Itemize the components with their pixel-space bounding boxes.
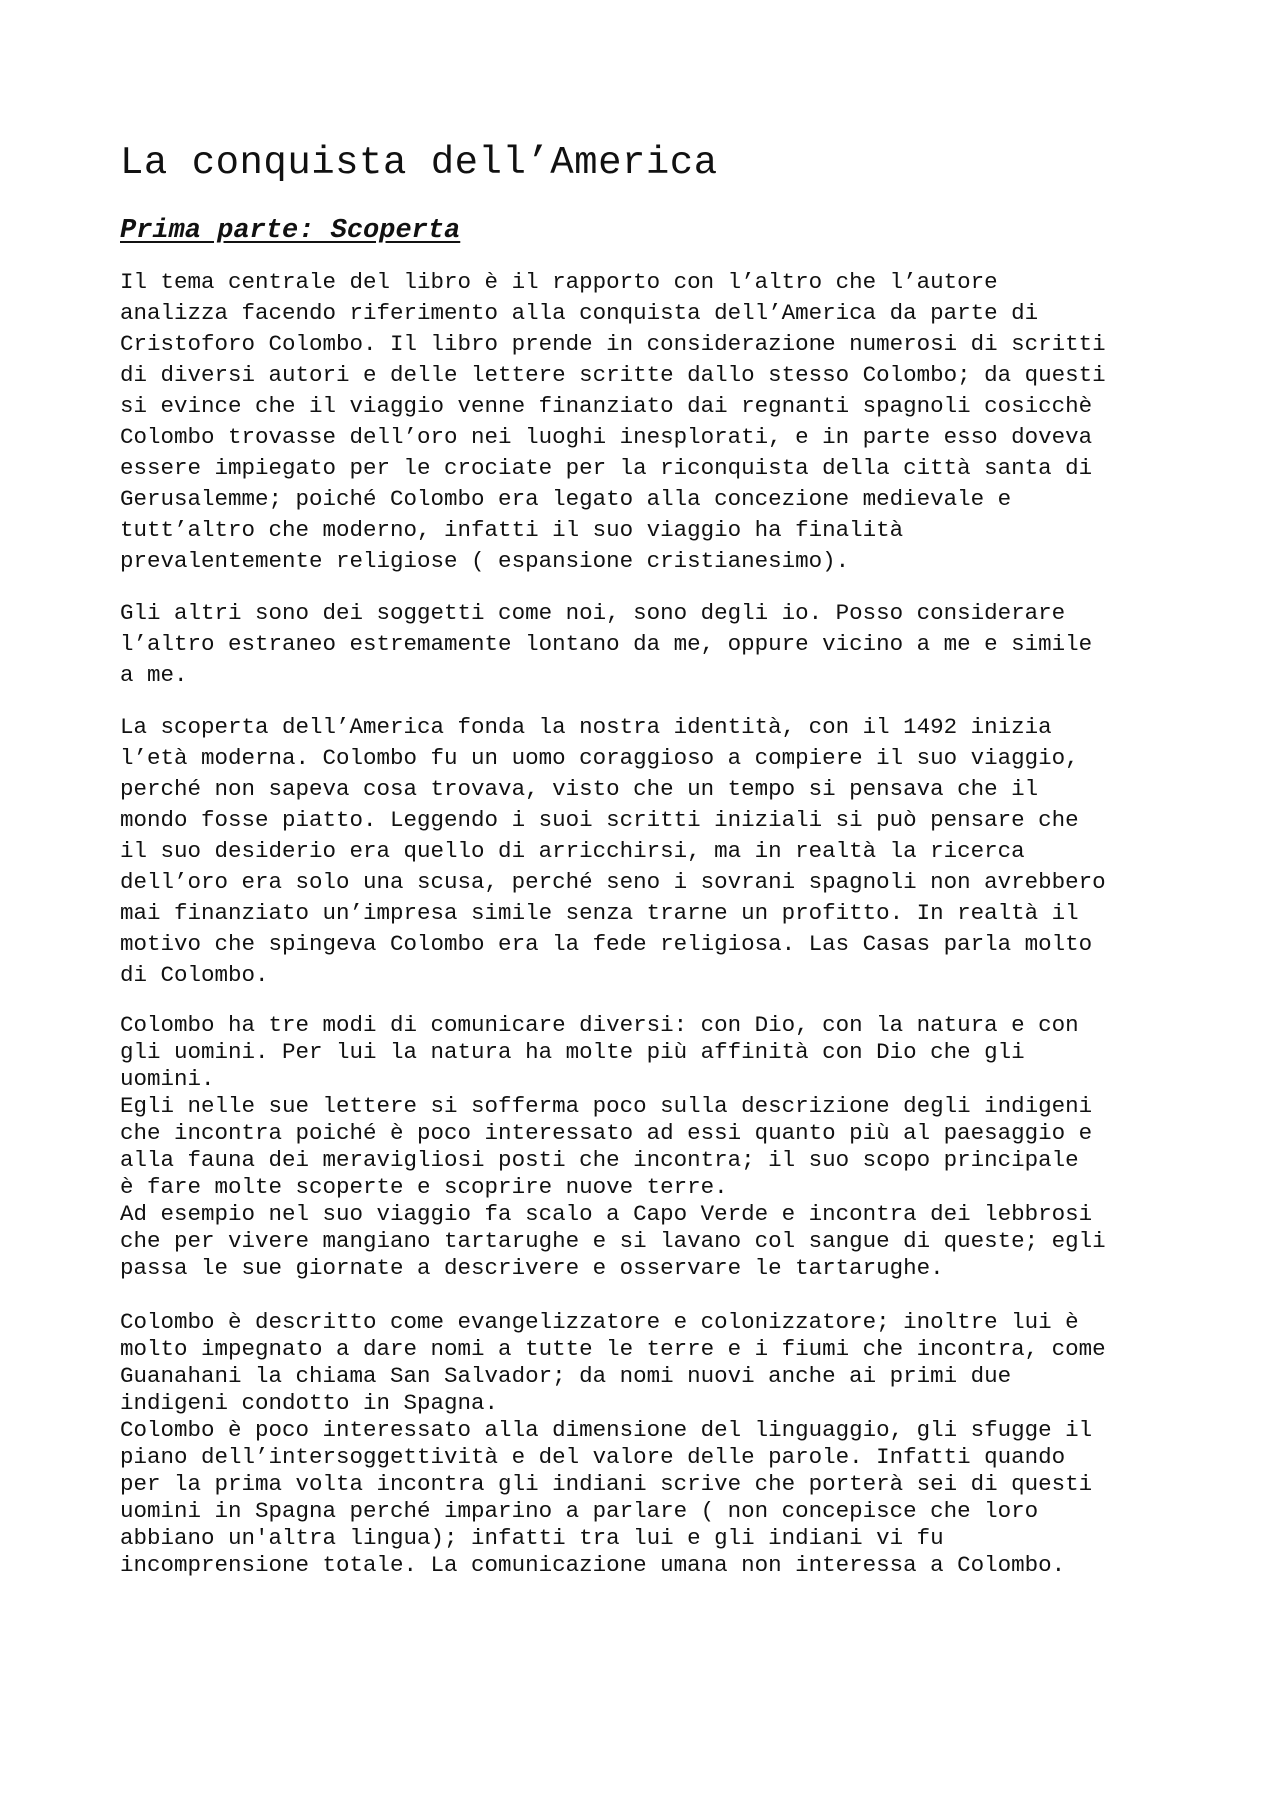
paragraph-6: Ad esempio nel suo viaggio fa scalo a Capo Verde e incontra dei lebbrosi che per vivere mangiano tartarughe e si lavano col sangue di queste; egli passa le sue giornate a descrivere e osservare le tartarughe.	[120, 1201, 1106, 1282]
paragraph-7: Colombo è descritto come evangelizzatore e colonizzatore; inoltre lui è molto impegnato a dare nomi a tutte le terre e i fiumi che incontra, come Guanahani la chiama San Salvador; da nomi nuovi anche ai primi due indigeni condotto in Spagna.	[120, 1309, 1106, 1417]
paragraph-1: Il tema centrale del libro è il rapporto con l’altro che l’autore analizza facendo riferimento alla conquista dell’America da parte di Cristoforo Colombo. Il libro prende in considerazione numerosi di scritti di diversi autori e delle lettere scritte dallo stesso Colombo; da questi si evince che il viaggio venne finanziato dai regnanti spagnoli cosicchè Colombo trovasse dell’oro nei luoghi inesplorati, e in parte esso doveva essere impiegato per le crociate per la riconquista della città santa di Gerusalemme; poiché Colombo era legato alla concezione medievale e tutt’altro che moderno, infatti il suo viaggio ha finalità prevalentemente religiose ( espansione cristianesimo).	[120, 269, 1106, 575]
section-heading: Prima parte: Scoperta	[120, 215, 461, 246]
paragraph-3: La scoperta dell’America fonda la nostra identità, con il 1492 inizia l’età moderna. Colombo fu un uomo coraggioso a compiere il suo viaggio, perché non sapeva cosa trovava, visto che un tempo si pensava che il mondo fosse piatto. Leggendo i suoi scritti iniziali si può pensare che il suo desiderio era quello di arricchirsi, ma in realtà la ricerca dell’oro era solo una scusa, perché seno i sovrani spagnoli non avrebbero mai finanziato un’impresa simile senza trarne un profitto. In realtà il motivo che spingeva Colombo era la fede religiosa. Las Casas parla molto di Colombo.	[120, 714, 1106, 989]
document-page	[120, 140, 1185, 1579]
paragraph-2: Gli altri sono dei soggetti come noi, sono degli io. Posso considerare l’altro estraneo estremamente lontano da me, oppure vicino a me e simile a me.	[120, 600, 1093, 689]
paragraph-5: Egli nelle sue lettere si sofferma poco sulla descrizione degli indigeni che incontra poiché è poco interessato ad essi quanto più al paesaggio e alla fauna dei meravigliosi posti che incontra; il suo scopo principale è fare molte scoperte e scoprire nuove terre.	[120, 1093, 1093, 1201]
paragraph-8: Colombo è poco interessato alla dimensione del linguaggio, gli sfugge il piano dell’intersoggettività e del valore delle parole. Infatti quando per la prima volta incontra gli indiani scrive che porterà sei di questi uomini in Spagna perché imparino a parlare ( non concepisce che loro abbiano un'altra lingua); infatti tra lui e gli indiani vi fu incomprensione totale. La comunicazione umana non interessa a Colombo.	[120, 1417, 1093, 1579]
paragraph-4: Colombo ha tre modi di comunicare diversi: con Dio, con la natura e con gli uomini. Per lui la natura ha molte più affinità con Dio che gli uomini.	[120, 1012, 1079, 1093]
page-title: La conquista dell’America	[120, 141, 718, 185]
